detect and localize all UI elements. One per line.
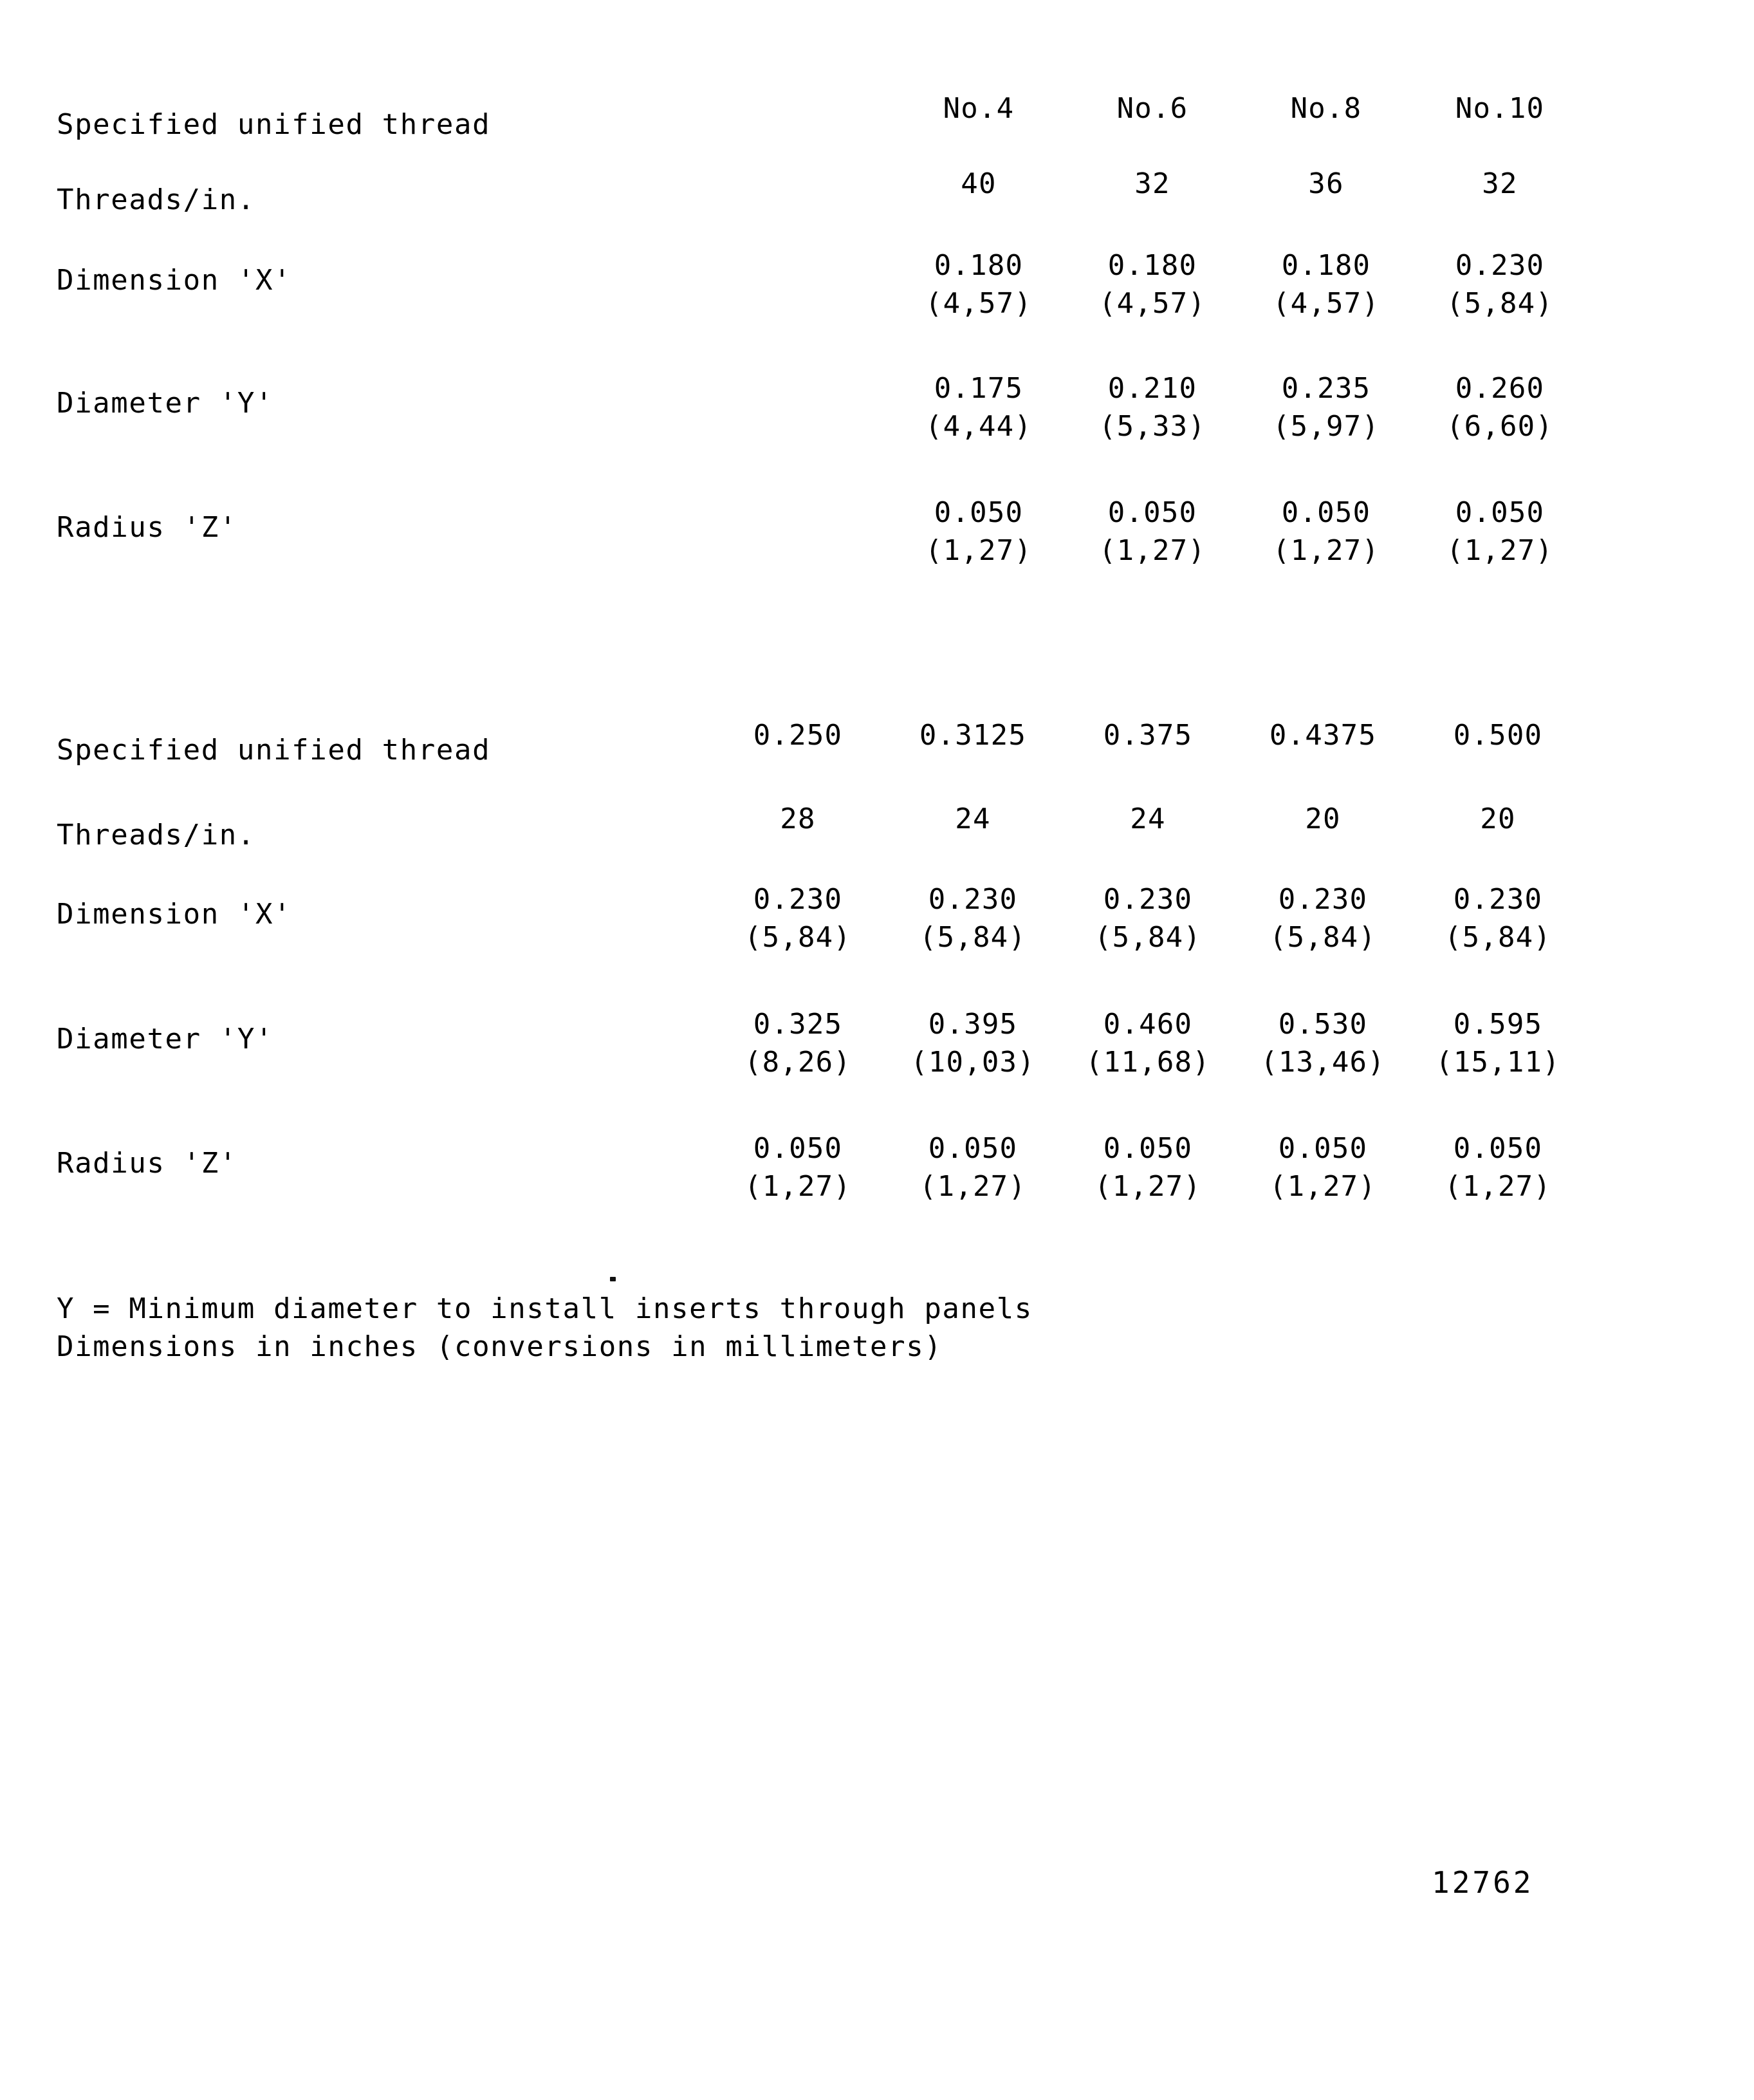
footnote-y-definition: Y = Minimum diameter to install inserts through panels (57, 1292, 1033, 1325)
table-cell (892, 494, 1066, 570)
cell-value-inches: 0.325 (753, 1008, 843, 1041)
table-cell: 24 (1130, 803, 1166, 835)
cell-value-millimeters: (1,27) (919, 1169, 1027, 1203)
table-cell: 0.375 (1103, 719, 1193, 752)
diameter-y-cells (710, 1006, 1585, 1081)
cell-value-millimeters: (4,44) (925, 409, 1033, 443)
cell-value-millimeters: (13,46) (1260, 1045, 1385, 1079)
cell-value-millimeters: (1,27) (1444, 1169, 1552, 1203)
table-cell: 36 (1308, 167, 1344, 200)
table-cell (1060, 881, 1235, 956)
table-cell (1235, 1130, 1410, 1205)
cell-value-millimeters: (8,26) (744, 1045, 852, 1079)
table-cell (1066, 370, 1239, 445)
row-label-specified-thread: Specified unified thread (57, 108, 491, 141)
table-cell: 24 (955, 803, 991, 835)
table-cell: 0.500 (1453, 719, 1543, 752)
diameter-y-cells (892, 370, 1587, 445)
table-cell (1066, 494, 1239, 570)
table-cell (1060, 1006, 1235, 1081)
table-cell (1413, 494, 1587, 570)
table-cell (1239, 370, 1413, 445)
cell-value-inches: 0.180 (1107, 249, 1197, 282)
cell-value-inches: 0.530 (1278, 1008, 1368, 1041)
cell-value-inches: 0.050 (1278, 1132, 1368, 1165)
cell-value-inches: 0.230 (1103, 883, 1193, 916)
cell-value-inches: 0.050 (928, 1132, 1018, 1165)
radius-z-cells (892, 494, 1587, 570)
table-cell (885, 1006, 1060, 1081)
footnotes (57, 1290, 1033, 1366)
dimension-x-cells (892, 247, 1587, 322)
threads-cells (892, 165, 1587, 203)
table-cell: 0.4375 (1269, 719, 1377, 752)
cell-value-inches: 0.050 (934, 496, 1024, 529)
cell-value-inches: 0.230 (753, 883, 843, 916)
cell-value-millimeters: (4,57) (1098, 286, 1206, 320)
cell-value-millimeters: (1,27) (1098, 534, 1206, 567)
table-cell: 0.250 (753, 719, 843, 752)
row-label-dimension-x: Dimension 'X' (57, 898, 292, 931)
cell-value-millimeters: (1,27) (1272, 534, 1380, 567)
cell-value-millimeters: (5,84) (744, 920, 852, 954)
cell-value-inches: 0.050 (1453, 1132, 1543, 1165)
threads-cells (710, 801, 1585, 839)
page-number: 12762 (1432, 1865, 1534, 1900)
cell-value-millimeters: (5,84) (1269, 920, 1377, 954)
cell-value-inches: 0.230 (928, 883, 1018, 916)
table-cell (885, 1130, 1060, 1205)
cell-value-inches: 0.595 (1453, 1008, 1543, 1041)
row-label-diameter-y: Diameter 'Y' (57, 1023, 274, 1055)
cell-value-millimeters: (5,33) (1098, 409, 1206, 443)
table-cell (1235, 881, 1410, 956)
table-cell: 32 (1482, 167, 1518, 200)
cell-value-millimeters: (4,57) (925, 286, 1033, 320)
row-label-threads-per-inch: Threads/in. (57, 183, 255, 216)
row-label-dimension-x: Dimension 'X' (57, 264, 292, 297)
table-cell: 20 (1305, 803, 1341, 835)
table-cell (1239, 247, 1413, 322)
table-cell (1410, 1130, 1585, 1205)
table-cell (1066, 247, 1239, 322)
table-cell: No.6 (1116, 92, 1188, 125)
table-cell: No.8 (1290, 92, 1362, 125)
cell-value-millimeters: (6,60) (1446, 409, 1554, 443)
footnote-units: Dimensions in inches (conversions in millimeters) (57, 1330, 943, 1363)
table-cell (885, 881, 1060, 956)
cell-value-millimeters: (1,27) (1446, 534, 1554, 567)
table-cell: 28 (780, 803, 816, 835)
table-cell (710, 1130, 885, 1205)
row-label-threads-per-inch: Threads/in. (57, 819, 255, 851)
row-label-specified-thread: Specified unified thread (57, 734, 491, 767)
cell-value-millimeters: (11,68) (1085, 1045, 1210, 1079)
table-cell: No.10 (1455, 92, 1545, 125)
cell-value-millimeters: (4,57) (1272, 286, 1380, 320)
table-cell (1410, 1006, 1585, 1081)
scan-speck-artifact (610, 1277, 616, 1281)
cell-value-inches: 0.175 (934, 372, 1024, 405)
cell-value-inches: 0.260 (1455, 372, 1545, 405)
cell-value-inches: 0.050 (1107, 496, 1197, 529)
cell-value-inches: 0.460 (1103, 1008, 1193, 1041)
cell-value-inches: 0.230 (1278, 883, 1368, 916)
cell-value-inches: 0.230 (1455, 249, 1545, 282)
cell-value-millimeters: (10,03) (910, 1045, 1035, 1079)
dimension-x-cells (710, 881, 1585, 956)
table-cell: 32 (1134, 167, 1170, 200)
row-label-diameter-y: Diameter 'Y' (57, 387, 274, 420)
cell-value-inches: 0.180 (934, 249, 1024, 282)
cell-value-millimeters: (5,84) (919, 920, 1027, 954)
cell-value-inches: 0.210 (1107, 372, 1197, 405)
table-cell (710, 881, 885, 956)
cell-value-inches: 0.050 (1455, 496, 1545, 529)
cell-value-millimeters: (1,27) (744, 1169, 852, 1203)
table-cell (892, 370, 1066, 445)
table-cell (1060, 1130, 1235, 1205)
table-cell: 40 (961, 167, 997, 200)
cell-value-inches: 0.180 (1281, 249, 1371, 282)
cell-value-inches: 0.230 (1453, 883, 1543, 916)
cell-value-inches: 0.235 (1281, 372, 1371, 405)
cell-value-inches: 0.050 (753, 1132, 843, 1165)
cell-value-inches: 0.050 (1281, 496, 1371, 529)
table-cell (1413, 370, 1587, 445)
table-cell: 0.3125 (919, 719, 1027, 752)
table-cell (1413, 247, 1587, 322)
radius-z-cells (710, 1130, 1585, 1205)
table-cell: 20 (1480, 803, 1516, 835)
cell-value-millimeters: (5,84) (1094, 920, 1202, 954)
table-cell (1410, 881, 1585, 956)
row-label-radius-z: Radius 'Z' (57, 511, 237, 544)
table-cell (1235, 1006, 1410, 1081)
cell-value-millimeters: (15,11) (1436, 1045, 1560, 1079)
header-cells (892, 90, 1587, 128)
cell-value-inches: 0.050 (1103, 1132, 1193, 1165)
cell-value-millimeters: (5,84) (1446, 286, 1554, 320)
cell-value-inches: 0.395 (928, 1008, 1018, 1041)
table-cell (1239, 494, 1413, 570)
cell-value-millimeters: (1,27) (925, 534, 1033, 567)
header-cells (710, 717, 1585, 755)
cell-value-millimeters: (1,27) (1094, 1169, 1202, 1203)
row-label-radius-z: Radius 'Z' (57, 1147, 237, 1180)
table-cell: No.4 (943, 92, 1015, 125)
cell-value-millimeters: (5,84) (1444, 920, 1552, 954)
table-cell (892, 247, 1066, 322)
cell-value-millimeters: (1,27) (1269, 1169, 1377, 1203)
cell-value-millimeters: (5,97) (1272, 409, 1380, 443)
table-cell (710, 1006, 885, 1081)
